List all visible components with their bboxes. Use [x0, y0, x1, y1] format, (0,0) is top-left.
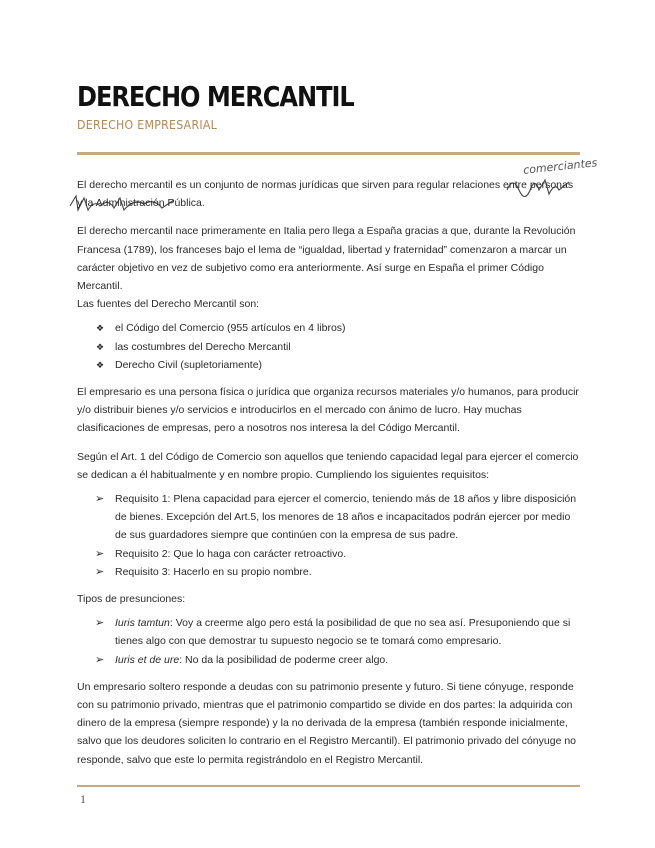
- list-item: ➢ Requisito 2: Que lo haga con carácter retroactivo.: [77, 545, 580, 563]
- requirements-list: [77, 490, 580, 581]
- paragraph-sources-intro: Las fuentes del Derecho Mercantil son:: [77, 298, 260, 311]
- diamond-bullet-icon: ❖: [96, 323, 105, 334]
- document-body: [77, 176, 580, 779]
- sources-list: [77, 319, 580, 374]
- header-divider: [77, 152, 580, 155]
- presumptions-list: [77, 614, 580, 669]
- paragraph-liability: Un empresario soltero responde a deudas con su patrimonio presente y futuro. Si tiene cónyuge, responde con su patrimonio privado, mientras que el patrimonio compartido se divide en dos partes: la adquirida con dinero de la empresa (siempre responde) y la no derivada de la empresa (también responde inicialmente, salvo que los deudores soliciten lo contrario en el Registro Mercantil). El patrimonio privado del cónyuge no responde, salvo que este lo permita registrándolo en el Registro Mercantil.: [77, 680, 577, 766]
- diamond-bullet-icon: ❖: [96, 359, 105, 370]
- paragraph-definition: El derecho mercantil es un conjunto de normas jurídicas que sirven para regular relaciones entre personas y la Administración Pública.: [77, 179, 574, 210]
- list-item: ➢ Requisito 3: Hacerlo en su propio nombre.: [77, 563, 580, 581]
- list-item: ➢ Requisito 1: Plena capacidad para ejercer el comercio, teniendo más de 18 años y libre disposición de bienes. Excepción del Art.5, los menores de 18 años e incapacitados podrán ejercer por medio de sus guardadores siempre que continúen con la empresa de sus padre.: [77, 490, 580, 545]
- list-item: ❖ las costumbres del Derecho Mercantil: [77, 338, 580, 356]
- footer-divider: [77, 785, 580, 787]
- arrow-bullet-icon: ➢: [95, 547, 105, 560]
- paragraph-article-1: Según el Art. 1 del Código de Comercio son aquellos que teniendo capacidad legal para ejercer el comercio se dedican a él habitualmente y en nombre propio. Cumpliendo los siguientes requisitos:: [77, 450, 579, 481]
- diamond-bullet-icon: ❖: [96, 341, 105, 352]
- list-item: ➢ Iuris tamtun: Voy a creerme algo pero está la posibilidad de que no sea así. Presuponiendo que si tienes algo con que demostrar tu supuesto negocio se te tomará como empresario.: [77, 614, 580, 650]
- arrow-bullet-icon: ➢: [95, 653, 105, 666]
- handwritten-note: comerciantes: [522, 156, 598, 177]
- paragraph-presumptions-intro: Tipos de presunciones:: [77, 593, 186, 606]
- arrow-bullet-icon: ➢: [95, 493, 105, 506]
- arrow-bullet-icon: ➢: [95, 617, 105, 630]
- paragraph-history: El derecho mercantil nace primeramente en Italia pero llega a España gracias a que, durante la Revolución Francesa (1789), los franceses bajo el lema de “igualdad, libertad y fraternidad” comenzaron a marcar un carácter objetivo en vez de subjetivo como era anteriormente. Así surge en España el primer Código Mercantil.: [77, 225, 576, 293]
- list-item: ❖ Derecho Civil (supletoriamente): [77, 356, 580, 374]
- page-subtitle: DERECHO EMPRESARIAL: [77, 117, 218, 132]
- page-number: 1: [80, 792, 86, 806]
- list-item: ❖ el Código del Comercio (955 artículos en 4 libros): [77, 319, 580, 337]
- list-item: ➢ Iuris et de ure: No da la posibilidad de poderme creer algo.: [77, 651, 580, 669]
- arrow-bullet-icon: ➢: [95, 565, 105, 578]
- paragraph-empresario: El empresario es una persona física o jurídica que organiza recursos materiales y/o humanos, para producir y/o distribuir bienes y/o servicios e introducirlos en el mercado con ánimo de lucro. Hay muchas clasificaciones de empresas, pero a nosotros nos interesa la del Código Mercantil.: [77, 386, 579, 435]
- page-title: DERECHO MERCANTIL: [77, 80, 354, 113]
